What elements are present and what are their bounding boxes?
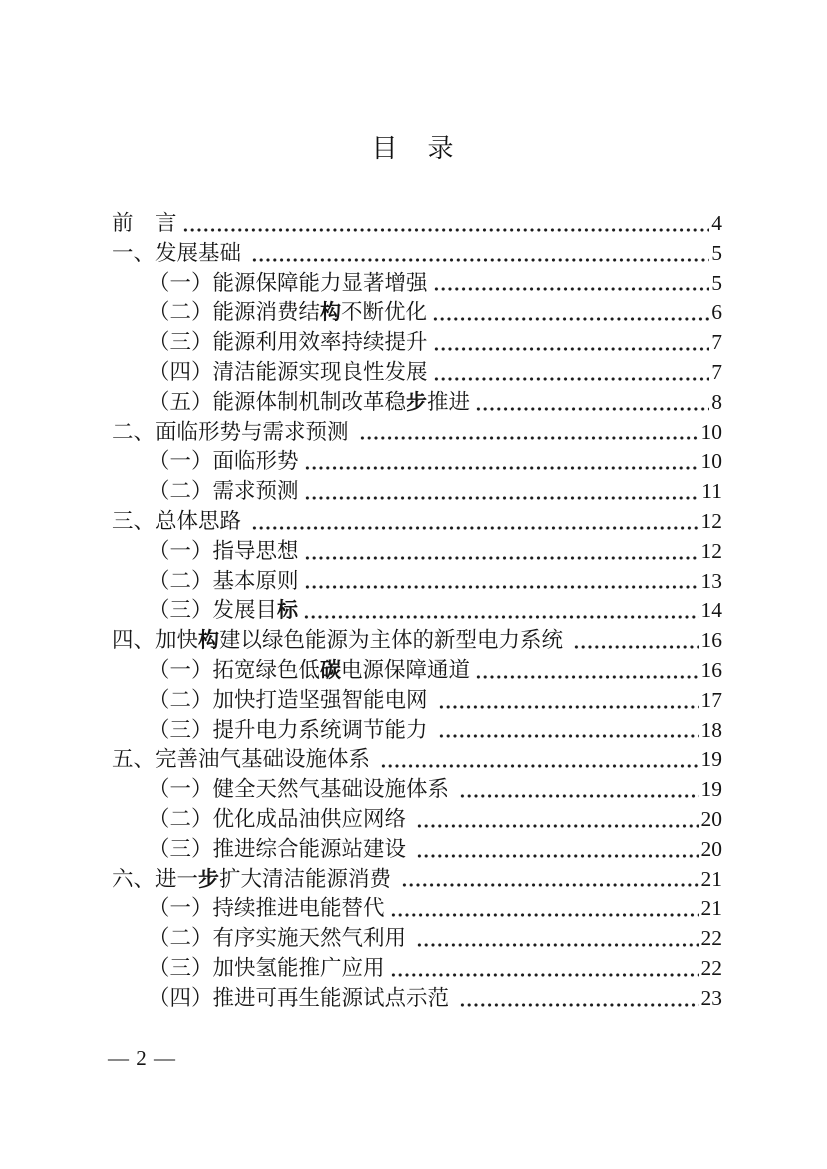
toc-entry-page-number: 10	[700, 419, 722, 444]
toc-entry-title: （一）健全天然气基础设施体系	[148, 777, 455, 802]
toc-entry[interactable]	[112, 567, 722, 597]
toc-entry[interactable]	[112, 418, 722, 448]
dot-leader	[438, 705, 699, 709]
toc-entry-title: （二）有序实施天然气利用	[148, 926, 412, 951]
dot-leader	[459, 794, 698, 798]
toc-entry[interactable]	[112, 209, 722, 239]
toc-entry[interactable]	[112, 894, 722, 924]
dot-leader	[304, 466, 699, 470]
dot-leader	[401, 883, 698, 887]
toc-entry-title: 二、面临形势与需求预测	[112, 419, 354, 444]
toc-entry-page-number: 5	[711, 270, 722, 295]
toc-entry-page-number: 20	[700, 806, 722, 831]
page-number-footer: — 2 —	[108, 1046, 176, 1070]
dot-leader	[573, 645, 698, 649]
toc-entry[interactable]	[112, 477, 722, 507]
toc-entry[interactable]	[112, 835, 722, 865]
toc-entry[interactable]	[112, 328, 722, 358]
dot-leader	[304, 496, 700, 500]
dot-leader	[416, 824, 698, 828]
toc-entry-page-number: 21	[700, 866, 722, 891]
dot-leader	[433, 377, 710, 381]
toc-entry-title: 六、进一步扩大清洁能源消费	[112, 866, 397, 891]
toc-entry-page-number: 7	[711, 330, 722, 355]
dot-leader	[390, 973, 699, 977]
dot-leader	[251, 258, 709, 262]
dot-leader	[303, 615, 698, 619]
toc-entry-page-number: 5	[711, 240, 722, 265]
toc-entry-page-number: 21	[700, 896, 722, 921]
toc-entry-page-number: 13	[700, 568, 722, 593]
toc-entry-title: （三）发展目标	[148, 598, 299, 623]
dot-leader	[416, 854, 698, 858]
toc-entry[interactable]	[112, 984, 722, 1014]
dot-leader	[390, 913, 699, 917]
toc-entry-title: （一）拓宽绿色低碳电源保障通道	[148, 657, 471, 682]
toc-entry-title: （三）提升电力系统调节能力	[148, 717, 433, 742]
toc-entry[interactable]	[112, 507, 722, 537]
toc-entry[interactable]	[112, 745, 722, 775]
dot-leader	[433, 287, 710, 291]
toc-entry[interactable]	[112, 686, 722, 716]
toc-entry-title: 前 言	[112, 211, 177, 235]
toc-entry-title: 五、完善油气基础设施体系	[112, 747, 376, 772]
toc-entry-title: 三、总体思路	[112, 508, 247, 533]
toc-entry-page-number: 10	[700, 449, 722, 474]
toc-entry[interactable]	[112, 269, 722, 299]
toc-entry-page-number: 17	[700, 687, 722, 712]
toc-entry-title: 一、发展基础	[112, 240, 247, 265]
toc-entry-page-number: 19	[700, 777, 722, 802]
toc-entry-page-number: 20	[700, 836, 722, 861]
toc-entry-page-number: 11	[701, 479, 722, 504]
toc-entry-title: （五）能源体制机制改革稳步推进	[148, 389, 471, 414]
dot-leader	[359, 436, 699, 440]
dot-leader	[182, 228, 710, 232]
toc-entry-page-number: 12	[700, 538, 722, 563]
toc-entry[interactable]	[112, 924, 722, 954]
dot-leader	[432, 317, 709, 321]
toc-entry-page-number: 6	[711, 300, 722, 325]
toc-entry-page-number: 23	[700, 985, 722, 1010]
toc-entry[interactable]	[112, 537, 722, 567]
toc-entry[interactable]	[112, 447, 722, 477]
dot-leader	[416, 943, 698, 947]
toc-entry-page-number: 22	[700, 926, 722, 951]
toc-entry-title: 四、加快构建以绿色能源为主体的新型电力系统	[112, 628, 569, 653]
toc-entry-title: （一）指导思想	[148, 538, 299, 563]
toc-entry-title: （二）加快打造坚强智能电网	[148, 687, 433, 712]
toc-entry-page-number: 4	[711, 211, 722, 235]
toc-entry-title: （四）推进可再生能源试点示范	[148, 985, 455, 1010]
toc-entry-page-number: 16	[700, 628, 722, 653]
page-title: 目 录	[371, 134, 456, 163]
toc-entry-title: （三）能源利用效率持续提升	[148, 330, 428, 355]
toc-entry-title: （二）需求预测	[148, 479, 299, 504]
dot-leader	[475, 675, 698, 679]
toc-entry[interactable]	[112, 388, 722, 418]
toc-entry-page-number: 18	[700, 717, 722, 742]
toc-entry-page-number: 8	[711, 389, 722, 414]
toc-entry-title: （一）面临形势	[148, 449, 299, 474]
toc-entry[interactable]	[112, 298, 722, 328]
toc-entry-page-number: 16	[700, 657, 722, 682]
toc-entry-title: （二）优化成品油供应网络	[148, 806, 412, 831]
toc-entry[interactable]	[112, 239, 722, 269]
toc-entry[interactable]	[112, 596, 722, 626]
toc-entry[interactable]	[112, 865, 722, 895]
toc-entry-title: （三）加快氢能推广应用	[148, 955, 385, 980]
toc-entry[interactable]	[112, 358, 722, 388]
toc-entry-page-number: 14	[700, 598, 722, 623]
dot-leader	[380, 764, 698, 768]
toc-entry-title: （四）清洁能源实现良性发展	[148, 359, 428, 384]
toc-entry-page-number: 7	[711, 359, 722, 384]
dot-leader	[475, 407, 709, 411]
toc-entry-page-number: 12	[700, 508, 722, 533]
toc-entry-page-number: 22	[700, 955, 722, 980]
toc-entry-title: （一）能源保障能力显著增强	[148, 270, 428, 295]
toc-entry-page-number: 19	[700, 747, 722, 772]
toc-entry[interactable]	[112, 656, 722, 686]
toc-entry[interactable]	[112, 626, 722, 656]
toc-entry[interactable]	[112, 954, 722, 984]
toc-entry-title: （三）推进综合能源站建设	[148, 836, 412, 861]
dot-leader	[304, 556, 699, 560]
toc-entry-title: （一）持续推进电能替代	[148, 896, 385, 921]
toc-entry-title: （二）基本原则	[148, 568, 299, 593]
table-of-contents	[112, 209, 722, 1014]
dot-leader	[433, 347, 710, 351]
dot-leader	[304, 585, 699, 589]
toc-entry[interactable]	[112, 716, 722, 746]
toc-entry[interactable]	[112, 805, 722, 835]
dot-leader	[459, 1003, 698, 1007]
dot-leader	[438, 734, 699, 738]
toc-entry[interactable]	[112, 775, 722, 805]
toc-entry-title: （二）能源消费结构不断优化	[148, 300, 428, 325]
dot-leader	[251, 526, 698, 530]
